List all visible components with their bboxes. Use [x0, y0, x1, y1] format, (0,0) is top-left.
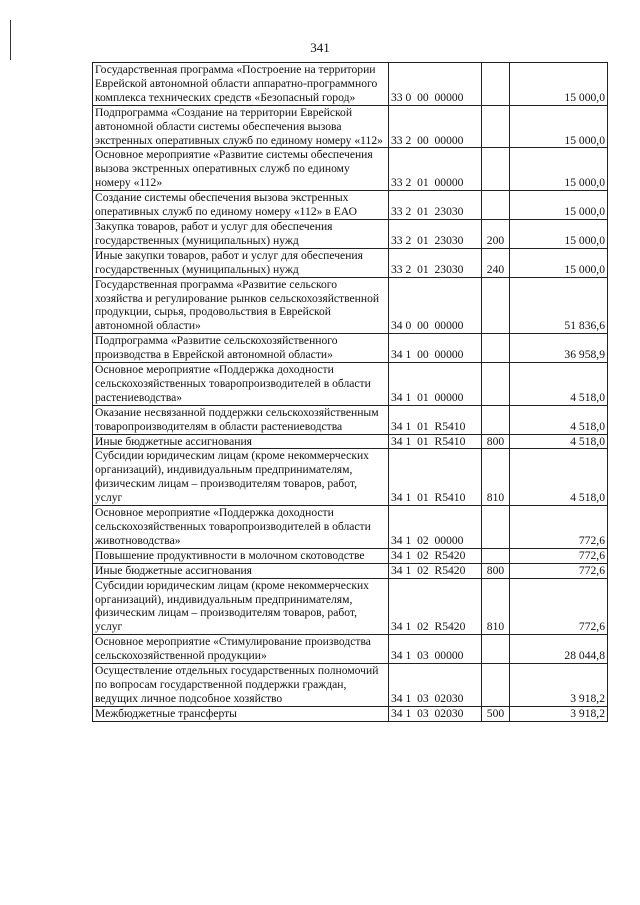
row-expense-type	[482, 548, 510, 563]
row-code: 33 2 01 23030	[389, 191, 482, 220]
row-amount: 15 000,0	[510, 248, 608, 277]
table-row	[93, 563, 608, 578]
table-row	[93, 635, 608, 664]
row-amount: 36 958,9	[510, 334, 608, 363]
row-name: Осуществление отдельных государственных полномочий по вопросам государственной поддержки граждан, ведущих личное подсобное хозяйство	[93, 664, 389, 707]
table-row	[93, 434, 608, 449]
row-amount: 4 518,0	[510, 405, 608, 434]
row-name: Субсидии юридическим лицам (кроме некоммерческих организаций), индивидуальным предпринимателям, физическим лицам – производителям товаров, работ, услуг	[93, 449, 389, 506]
row-code: 34 1 02 00000	[389, 506, 482, 549]
row-amount: 772,6	[510, 563, 608, 578]
row-amount: 15 000,0	[510, 219, 608, 248]
table-row	[93, 334, 608, 363]
row-amount: 15 000,0	[510, 191, 608, 220]
row-name: Иные закупки товаров, работ и услуг для обеспечения государственных (муниципальных) нужд	[93, 248, 389, 277]
row-name: Иные бюджетные ассигнования	[93, 563, 389, 578]
table-row	[93, 578, 608, 635]
table-row	[93, 63, 608, 106]
row-code: 34 1 02 R5420	[389, 578, 482, 635]
table-row	[93, 277, 608, 334]
row-code: 34 1 03 00000	[389, 635, 482, 664]
row-expense-type: 810	[482, 449, 510, 506]
row-amount: 4 518,0	[510, 363, 608, 406]
table-row	[93, 664, 608, 707]
row-expense-type	[482, 277, 510, 334]
table-row	[93, 105, 608, 148]
row-amount: 15 000,0	[510, 63, 608, 106]
row-expense-type	[482, 105, 510, 148]
row-expense-type: 200	[482, 219, 510, 248]
row-expense-type	[482, 506, 510, 549]
row-expense-type: 800	[482, 563, 510, 578]
row-expense-type: 800	[482, 434, 510, 449]
row-expense-type	[482, 664, 510, 707]
row-code: 34 1 02 R5420	[389, 563, 482, 578]
budget-table-body	[93, 63, 608, 722]
table-row	[93, 706, 608, 721]
row-code: 34 1 01 R5410	[389, 434, 482, 449]
row-name: Оказание несвязанной поддержки сельскохозяйственным товаропроизводителям в области растениеводства	[93, 405, 389, 434]
row-expense-type	[482, 635, 510, 664]
budget-table	[92, 62, 608, 722]
row-expense-type	[482, 334, 510, 363]
row-expense-type	[482, 363, 510, 406]
table-row	[93, 506, 608, 549]
row-code: 34 1 02 R5420	[389, 548, 482, 563]
row-name: Закупка товаров, работ и услуг для обеспечения государственных (муниципальных) нужд	[93, 219, 389, 248]
row-expense-type	[482, 405, 510, 434]
row-expense-type: 500	[482, 706, 510, 721]
row-name: Межбюджетные трансферты	[93, 706, 389, 721]
row-code: 33 2 01 00000	[389, 148, 482, 191]
row-name: Подпрограмма «Создание на территории Еврейской автономной области системы обеспечения вызова экстренных оперативных служб по единому номеру «112»	[93, 105, 389, 148]
table-row	[93, 548, 608, 563]
row-name: Повышение продуктивности в молочном скотоводстве	[93, 548, 389, 563]
row-code: 34 1 01 R5410	[389, 449, 482, 506]
row-name: Основное мероприятие «Поддержка доходности сельскохозяйственных товаропроизводителей в области растениеводства»	[93, 363, 389, 406]
row-amount: 3 918,2	[510, 706, 608, 721]
row-expense-type: 810	[482, 578, 510, 635]
row-amount: 15 000,0	[510, 105, 608, 148]
row-name: Создание системы обеспечения вызова экстренных оперативных служб по единому номеру «112» в ЕАО	[93, 191, 389, 220]
row-name: Основное мероприятие «Поддержка доходности сельскохозяйственных товаропроизводителей в области животноводства»	[93, 506, 389, 549]
row-amount: 4 518,0	[510, 449, 608, 506]
row-code: 33 2 00 00000	[389, 105, 482, 148]
row-name: Субсидии юридическим лицам (кроме некоммерческих организаций), индивидуальным предпринимателям, физическим лицам – производителям товаров, работ, услуг	[93, 578, 389, 635]
row-code: 34 1 01 R5410	[389, 405, 482, 434]
row-name: Иные бюджетные ассигнования	[93, 434, 389, 449]
row-amount: 772,6	[510, 548, 608, 563]
table-row	[93, 248, 608, 277]
row-amount: 3 918,2	[510, 664, 608, 707]
row-code: 33 0 00 00000	[389, 63, 482, 106]
row-code: 34 1 01 00000	[389, 363, 482, 406]
row-expense-type	[482, 191, 510, 220]
row-name: Основное мероприятие «Развитие системы обеспечения вызова экстренных оперативных служб по единому номеру «112»	[93, 148, 389, 191]
row-expense-type	[482, 148, 510, 191]
table-row	[93, 405, 608, 434]
row-amount: 28 044,8	[510, 635, 608, 664]
table-row	[93, 191, 608, 220]
row-amount: 772,6	[510, 506, 608, 549]
row-expense-type: 240	[482, 248, 510, 277]
table-row	[93, 449, 608, 506]
row-name: Государственная программа «Развитие сельского хозяйства и регулирование рынков сельскохозяйственной продукции, сырья, продовольствия в Еврейской автономной области»	[93, 277, 389, 334]
table-row	[93, 148, 608, 191]
row-code: 33 2 01 23030	[389, 219, 482, 248]
table-row	[93, 219, 608, 248]
row-code: 34 0 00 00000	[389, 277, 482, 334]
row-code: 34 1 03 02030	[389, 706, 482, 721]
row-code: 33 2 01 23030	[389, 248, 482, 277]
row-amount: 15 000,0	[510, 148, 608, 191]
row-name: Основное мероприятие «Стимулирование производства сельскохозяйственной продукции»	[93, 635, 389, 664]
row-code: 34 1 00 00000	[389, 334, 482, 363]
table-row	[93, 363, 608, 406]
row-expense-type	[482, 63, 510, 106]
page-number: 341	[310, 40, 330, 55]
row-amount: 4 518,0	[510, 434, 608, 449]
row-code: 34 1 03 02030	[389, 664, 482, 707]
row-amount: 772,6	[510, 578, 608, 635]
row-amount: 51 836,6	[510, 277, 608, 334]
row-name: Государственная программа «Построение на территории Еврейской автономной области аппаратно-программного комплекса технических средств «Безопасный город»	[93, 63, 389, 106]
row-name: Подпрограмма «Развитие сельскохозяйственного производства в Еврейской автономной области»	[93, 334, 389, 363]
